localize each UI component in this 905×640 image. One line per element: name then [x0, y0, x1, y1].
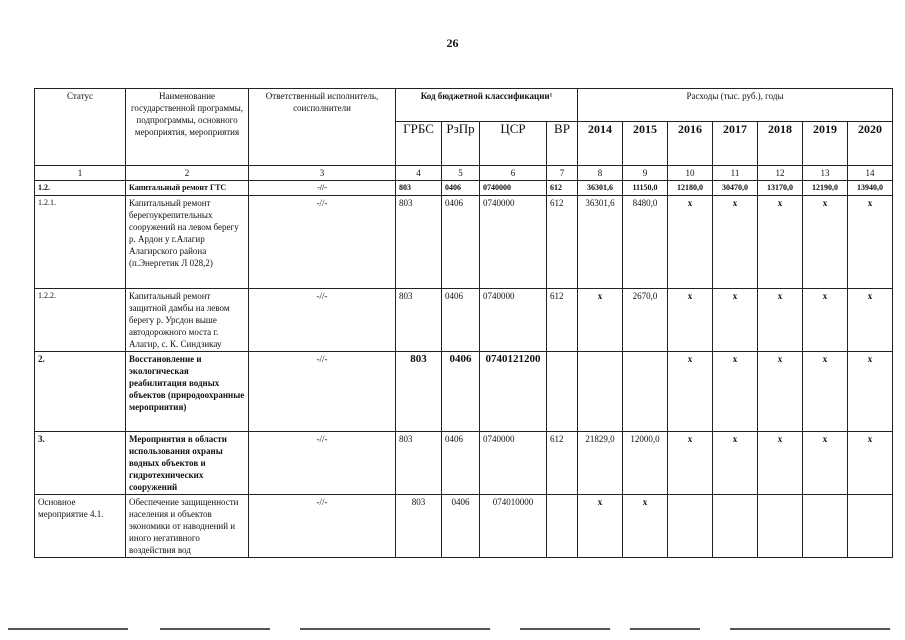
scan-artifact-line	[520, 628, 610, 630]
row-name: Капитальный ремонт защитной дамбы на левом берегу р. Урсдон выше автодорожного моста г. Алагир, с. К. Синдзикау	[126, 289, 249, 352]
table-row	[35, 181, 893, 196]
column-number: 8	[578, 166, 623, 181]
header-year: 2019	[803, 122, 848, 166]
row-value: 30470,0	[713, 181, 758, 196]
row-csr: 0740000	[480, 181, 547, 196]
header-year: 2015	[623, 122, 668, 166]
row-vr	[547, 352, 578, 432]
scan-artifact-line	[730, 628, 890, 630]
header-budget-code: Код бюджетной классификации¹	[396, 89, 578, 122]
header-grbs: ГРБС	[396, 122, 442, 166]
row-value: х	[803, 289, 848, 352]
row-value: 12180,0	[668, 181, 713, 196]
row-csr: 0740121200	[480, 352, 547, 432]
row-value: 8480,0	[623, 196, 668, 289]
column-number: 1	[35, 166, 126, 181]
row-responsible: -//-	[249, 432, 396, 495]
column-number: 12	[758, 166, 803, 181]
row-value: 36301,6	[578, 181, 623, 196]
row-value: х	[578, 289, 623, 352]
row-rzpr: 0406	[442, 196, 480, 289]
row-grbs: 803	[396, 495, 442, 558]
row-value: х	[713, 196, 758, 289]
header-year: 2020	[848, 122, 893, 166]
header-year: 2014	[578, 122, 623, 166]
table-row	[35, 352, 893, 432]
row-value: х	[713, 432, 758, 495]
row-status: 2.	[35, 352, 126, 432]
row-value	[758, 495, 803, 558]
row-rzpr: 0406	[442, 495, 480, 558]
column-number: 4	[396, 166, 442, 181]
budget-table	[34, 88, 893, 558]
row-csr: 0740000	[480, 432, 547, 495]
row-value: х	[848, 196, 893, 289]
row-value: 13940,0	[848, 181, 893, 196]
row-value	[713, 495, 758, 558]
row-value: х	[668, 289, 713, 352]
header-expenses: Расходы (тыс. руб.), годы	[578, 89, 893, 122]
row-vr: 612	[547, 432, 578, 495]
row-vr: 612	[547, 196, 578, 289]
column-number: 2	[126, 166, 249, 181]
row-grbs: 803	[396, 289, 442, 352]
column-number: 9	[623, 166, 668, 181]
scan-artifact-line	[630, 628, 700, 630]
column-number: 13	[803, 166, 848, 181]
row-responsible: -//-	[249, 495, 396, 558]
row-value: х	[668, 432, 713, 495]
row-value: х	[758, 352, 803, 432]
row-responsible: -//-	[249, 352, 396, 432]
table-row	[35, 196, 893, 289]
row-csr: 074010000	[480, 495, 547, 558]
column-number: 3	[249, 166, 396, 181]
row-name: Мероприятия в области использования охраны водных объектов и гидротехнических сооружений	[126, 432, 249, 495]
row-status: 1.2.2.	[35, 289, 126, 352]
row-value: х	[803, 196, 848, 289]
row-rzpr: 0406	[442, 181, 480, 196]
row-value	[848, 495, 893, 558]
row-value: 13170,0	[758, 181, 803, 196]
scan-artifact-line	[160, 628, 270, 630]
header-name: Наименование государственной программы, подпрограммы, основного мероприятия, мероприятия	[126, 89, 249, 166]
row-csr: 0740000	[480, 196, 547, 289]
row-value: х	[578, 495, 623, 558]
header-responsible: Ответственный исполнитель, соисполнители	[249, 89, 396, 166]
row-value: 12190,0	[803, 181, 848, 196]
row-value	[578, 352, 623, 432]
row-name: Обеспечение защищенности населения и объектов экономики от наводнений и иного негативного воздействия вод	[126, 495, 249, 558]
row-rzpr: 0406	[442, 432, 480, 495]
row-name: Капитальный ремонт берегоукрепительных сооружений на левом берегу р. Ардон у г.Алагир Алагирского района (п.Энергетик Л 028,2)	[126, 196, 249, 289]
row-vr	[547, 495, 578, 558]
row-value	[668, 495, 713, 558]
row-value: х	[713, 352, 758, 432]
row-responsible: -//-	[249, 181, 396, 196]
table-row	[35, 289, 893, 352]
row-status: 3.	[35, 432, 126, 495]
row-status: Основное мероприятие 4.1.	[35, 495, 126, 558]
header-year: 2016	[668, 122, 713, 166]
row-value: х	[758, 196, 803, 289]
scan-artifact-line	[8, 628, 128, 630]
column-number: 11	[713, 166, 758, 181]
header-year: 2018	[758, 122, 803, 166]
row-value	[623, 352, 668, 432]
row-value: х	[668, 196, 713, 289]
row-value: х	[758, 432, 803, 495]
table-row	[35, 432, 893, 495]
row-value: х	[848, 432, 893, 495]
row-value: х	[803, 352, 848, 432]
row-value: х	[758, 289, 803, 352]
row-grbs: 803	[396, 181, 442, 196]
row-rzpr: 0406	[442, 289, 480, 352]
header-status: Статус	[35, 89, 126, 166]
row-value: 11150,0	[623, 181, 668, 196]
row-grbs: 803	[396, 196, 442, 289]
column-number: 14	[848, 166, 893, 181]
row-name: Восстановление и экологическая реабилитация водных объектов (природоохранные мероприятия)	[126, 352, 249, 432]
row-value: 12000,0	[623, 432, 668, 495]
row-grbs: 803	[396, 432, 442, 495]
page-number: 26	[446, 36, 459, 50]
row-responsible: -//-	[249, 196, 396, 289]
row-responsible: -//-	[249, 289, 396, 352]
column-number: 5	[442, 166, 480, 181]
row-status: 1.2.	[35, 181, 126, 196]
row-status: 1.2.1.	[35, 196, 126, 289]
row-value: 36301,6	[578, 196, 623, 289]
header-csr: ЦСР	[480, 122, 547, 166]
row-value	[803, 495, 848, 558]
column-number: 6	[480, 166, 547, 181]
row-value: х	[713, 289, 758, 352]
row-value: х	[803, 432, 848, 495]
column-number: 10	[668, 166, 713, 181]
scan-artifact-line	[300, 628, 490, 630]
header-vr: ВР	[547, 122, 578, 166]
row-value: х	[848, 289, 893, 352]
header-rzpr: РзПр	[442, 122, 480, 166]
row-value: 2670,0	[623, 289, 668, 352]
row-rzpr: 0406	[442, 352, 480, 432]
row-vr: 612	[547, 289, 578, 352]
row-grbs: 803	[396, 352, 442, 432]
row-name: Капитальный ремонт ГТС	[126, 181, 249, 196]
column-number: 7	[547, 166, 578, 181]
row-value: 21829,0	[578, 432, 623, 495]
row-value: х	[848, 352, 893, 432]
table-row	[35, 495, 893, 558]
row-csr: 0740000	[480, 289, 547, 352]
row-value: х	[668, 352, 713, 432]
row-value: х	[623, 495, 668, 558]
header-year: 2017	[713, 122, 758, 166]
row-vr: 612	[547, 181, 578, 196]
